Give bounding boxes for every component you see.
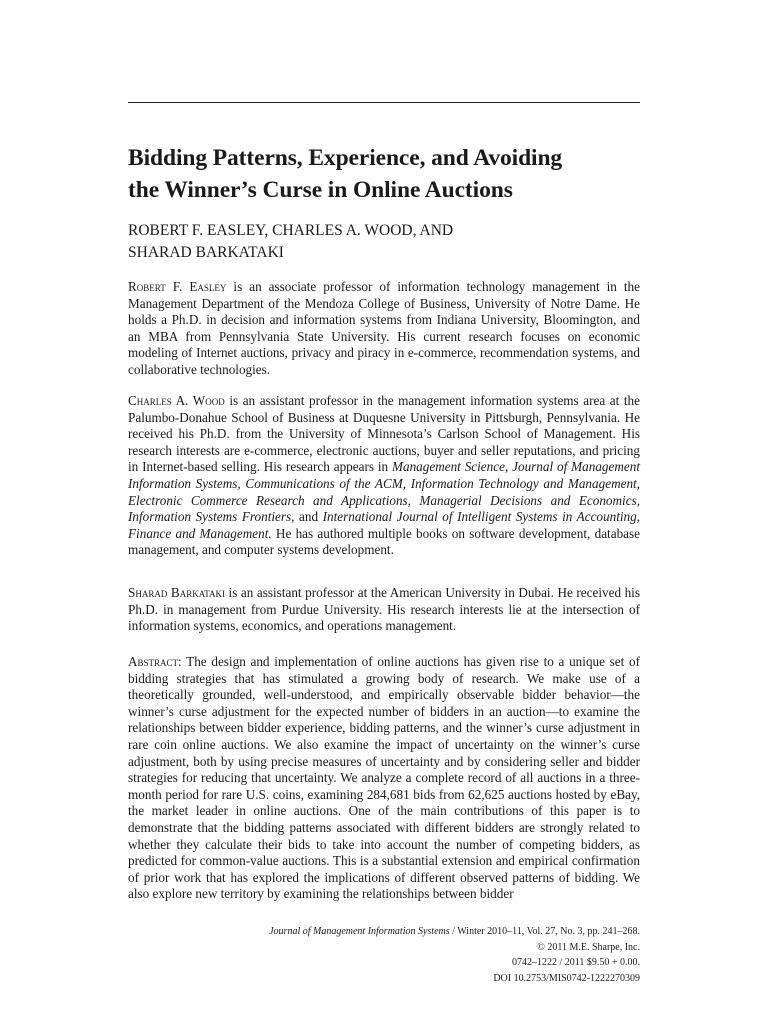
footer-issn: 0742–1222 / 2011 $9.50 + 0.00. [511,957,640,968]
bio-easley-name: Robert F. Easley [128,279,227,294]
bio-easley-text: is an associate professor of information technology management in the Management Department of the Mendoza College of Business, University of Notre Dame. He holds a Ph.D. in decision and information systems from Indiana University, Bloomington, and an MBA from Pennsylvania State University. His current research focuses on economic modeling of Internet auctions, privacy and piracy in e-commerce, recommendation systems, and collaborative technologies. [128,279,640,377]
bio-barkataki-name: Sharad Barkataki [128,585,225,600]
footer-journal: Journal of Management Information Systems [269,926,450,937]
bio-barkataki [128,585,640,635]
abstract-text: : The design and implementation of online auctions has given rise to a unique set of bidding strategies that has stimulated a growing body of research. We make use of a theoretically grounded, well-understood, and empirically observable bidder behavior—the winner’s curse adjustment for the expected number of bidders in an auction—to examine the relationships between bidder experience, bidding patterns, and the winner’s curse adjustment in rare coin online auctions. We also examine the impact of uncertainty on the winner’s curse adjustment, both by using precise measures of uncertainty and by considering seller and bidder strategies for reducing that uncertainty. We analyze a complete record of all auctions in a three-month period for rare U.S. coins, examining 284,681 bids from 62,625 auctions hosted by eBay, the market leader in online auctions. One of the main contributions of this paper is to demonstrate that the bidding patterns associated with different bidders are strongly related to whether they calculate their bids to take into account the number of competing bidders, as predicted for common-value auctions. This is a substantial extension and empirical confirmation of prior work that has explored the implications of different observed patterns of bidding. We also explore new territory by examining the relationships between bidder [128,654,640,902]
abstract-label: Abstract [128,654,179,669]
top-rule [128,102,640,103]
bio-wood-and: and [294,509,323,525]
authors-line-1: ROBERT F. EASLEY, CHARLES A. WOOD, AND [128,222,454,239]
bio-wood-text: is an assistant professor in the management information systems area at the Palumbo-Donahue School of Business at Duquesne University in Pittsburgh, Pennsylvania. He received his Ph.D. from the University of Minnesota’s Carlson School of Management. His research interests are e-commerce, electronic auctions, buyer and seller reputations, and pricing in Internet-based selling. His research appears in [128,393,640,475]
bio-barkataki-text: is an assistant professor at the American University in Dubai. He received his Ph.D. in management from Purdue University. His research interests lie at the intersection of information systems, economics, and operations management. [128,585,640,634]
title-line-1: Bidding Patterns, Experience, and Avoiding [128,145,563,171]
footer-citation: / Winter 2010–11, Vol. 27, No. 3, pp. 241–268. [449,926,640,937]
citation-footer [200,924,640,986]
footer-copyright: © 2011 M.E. Sharpe, Inc. [537,941,640,953]
footer-doi: DOI 10.2753/MIS0742-1222270309 [493,972,640,984]
bio-wood-tail: He has authored multiple books on software development, database management, and computer systems development. [128,525,641,558]
bio-easley [128,279,640,379]
bio-wood [128,393,640,559]
abstract [128,654,640,903]
footer-citation-line [200,924,640,940]
bio-wood-journals: Management Science, Journal of Management Information Systems, Communications of the ACM, Information Technology and Management, Electronic Commerce Research and Applications, Managerial Decisions and Economics, Information Systems Frontiers, [128,459,640,525]
bio-wood-journal-last: International Journal of Intelligent Systems in Accounting, Finance and Management. [128,509,641,541]
bio-wood-name: Charles A. Wood [128,393,225,408]
authors-line-2: SHARAD BARKATAKI [128,244,284,261]
article-title [128,142,648,206]
author-list [128,220,640,264]
title-line-2: the Winner’s Curse in Online Auctions [128,177,513,203]
